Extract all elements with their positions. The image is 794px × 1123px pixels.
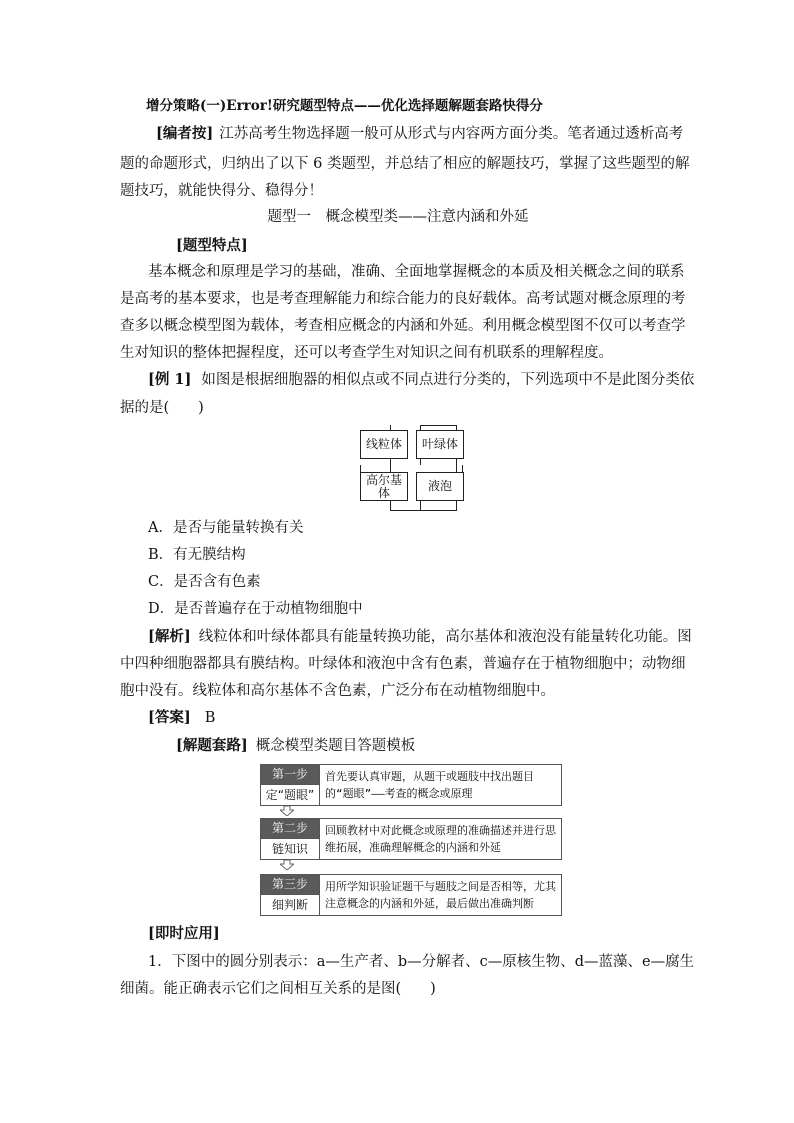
organelle-golgi: 高尔基体 [360, 472, 408, 501]
answer-value: B [204, 710, 216, 726]
section-para-2: 是高考的基本要求，也是考查理解能力和综合能力的良好载体。高考试题对概念原理的考 [120, 291, 686, 307]
step-1-text: 首先要认真审题，从题干或题肢中找出题目的“题眼”——考查的概念或原理 [325, 770, 534, 800]
organelle-vacuole: 液泡 [416, 472, 464, 501]
analysis-tag: [解析] [148, 628, 191, 645]
option-b: B．有无膜结构 [148, 547, 246, 563]
intro-tag: [编者按] [156, 125, 214, 142]
template-tag: [解题套路] [176, 737, 248, 754]
example-tag: [例 1] [148, 371, 192, 388]
step-2-name: 链知识 [261, 838, 319, 859]
step-3 [260, 874, 562, 916]
step-1 [260, 764, 562, 806]
template-title: 概念模型类题目答题模板 [255, 738, 416, 754]
feature-tag: [题型特点] [176, 237, 248, 254]
section-heading: 题型一 概念模型类——注意内涵和外延 [267, 209, 529, 225]
template-heading [120, 736, 676, 756]
intro-line-1: [编者按] 江苏高考生物选择题一般可从形式与内容两方面分类。笔者通过透析高考 [156, 125, 684, 142]
step-3-name: 细判断 [261, 894, 319, 915]
step-1-name: 定“题眼” [261, 784, 319, 805]
example-question-line-2: 据的是( ) [120, 400, 204, 416]
section-para-1: 基本概念和原理是学习的基础，准确、全面地掌握概念的本质及相关概念之间的联系 [148, 264, 685, 280]
practice-question-line-2: 细菌。能正确表示它们之间相互关系的是图( ) [120, 981, 436, 997]
organelle-mitochondria: 线粒体 [360, 430, 408, 459]
header-title: 增分策略(一)Error!研究题型特点——优化选择题解题套路快得分 [146, 98, 543, 114]
step-2 [260, 818, 562, 860]
example-question-line-1: [例 1] 如图是根据细胞器的相似点或不同点进行分类的，下列选项中不是此图分类依 [148, 371, 695, 388]
option-d: D．是否普遍存在于动植物细胞中 [148, 601, 363, 617]
answer-line [120, 708, 676, 728]
intro-line-2: 题的命题形式，归纳出了以下 6 类题型，并总结了相应的解题技巧，掌握了这些题型的解 [120, 156, 690, 172]
intro-line-3: 题技巧，就能快得分、稳得分！ [120, 183, 323, 199]
practice-question-line-1: 1．下图中的圆分别表示：a—生产者、b—分解者、c—原核生物、d—蓝藻、e—腐生 [148, 954, 695, 970]
step-2-number: 第二步 [261, 819, 319, 838]
answer-tag: [答案] [148, 709, 191, 726]
section-para-3: 查多以概念模型图为载体，考查相应概念的内涵和外延。利用概念模型图不仅可以考查学 [120, 318, 686, 334]
option-c: C．是否含有色素 [148, 574, 261, 590]
organelle-chloroplast: 叶绿体 [416, 430, 464, 459]
section-para-4: 生对知识的整体把握程度，还可以考查学生对知识之间有机联系的理解程度。 [120, 345, 613, 361]
step-2-text: 回顾教材中对此概念或原理的准确描述并进行思维拓展，准确理解概念的内涵和外延 [325, 824, 556, 854]
practice-tag: [即时应用] [148, 925, 220, 942]
analysis-line-1: [解析] 线粒体和叶绿体都具有能量转换功能，高尔基体和液泡没有能量转化功能。图 [148, 628, 692, 645]
down-arrow-icon [280, 806, 294, 816]
step-1-number: 第一步 [261, 765, 319, 784]
down-arrow-icon [280, 860, 294, 870]
step-3-number: 第三步 [261, 875, 319, 894]
analysis-line-3: 胞中没有。线粒体和高尔基体不含色素，广泛分布在动植物细胞中。 [120, 683, 555, 699]
option-a: A．是否与能量转换有关 [148, 520, 304, 536]
analysis-line-2: 中四种细胞器都具有膜结构。叶绿体和液泡中含有色素，普遍存在于植物细胞中；动物细 [120, 656, 686, 672]
step-3-text: 用所学知识验证题干与题肢之间是否相等，尤其注意概念的内涵和外延，最后做出准确判断 [325, 880, 556, 910]
